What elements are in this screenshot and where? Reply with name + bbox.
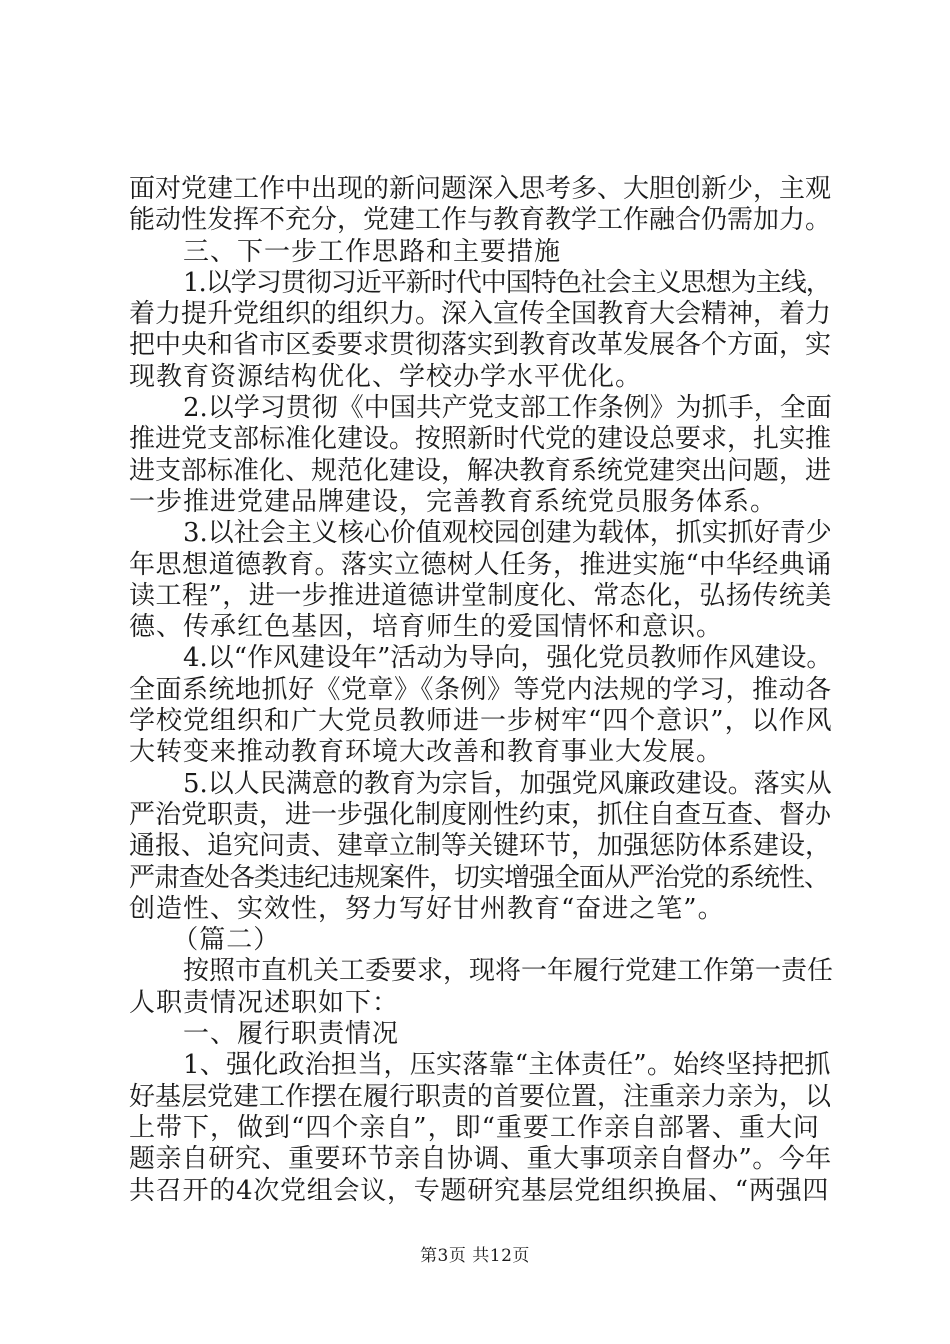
text-line: 一步推进党建品牌建设，完善教育系统党员服务体系。 xyxy=(129,486,778,517)
text-line: 上带下，做到“四个亲自”，即“重要工作亲自部署、重大问 xyxy=(129,1112,820,1143)
text-line: 现教育资源结构优化、学校办学水平优化。 xyxy=(129,361,643,392)
text-line: 德、传承红色基因，培育师生的爱国情怀和意识。 xyxy=(129,612,724,643)
text-line: 进支部标准化、规范化建设，解决教育系统党建突出问题，进 xyxy=(129,455,832,486)
text-line: 共召开的4次党组会议，专题研究基层党组织换届、“两强四 xyxy=(129,1175,830,1206)
text-line: 读工程”，进一步推进道德讲堂制度化、常态化，弘扬传统美 xyxy=(129,580,832,611)
text-line: 年思想道德教育。落实立德树人任务，推进实施“中华经典诵 xyxy=(129,549,832,580)
text-line: 学校党组织和广大党员教师进一步树牢“四个意识”，以作风 xyxy=(129,706,833,737)
page-footer xyxy=(0,1241,950,1266)
text-line: 4.以“作风建设年”活动为导向，强化党员教师作风建设。 xyxy=(183,643,833,674)
text-line: 通报、追究问责、建章立制等关键环节，加强惩防体系建设， xyxy=(129,831,832,862)
text-line: 三、下一步工作思路和主要措施 xyxy=(183,236,562,267)
text-line: 严肃查处各类违纪违规案件，切实增强全面从严治党的系统性、 xyxy=(129,862,830,893)
text-line: 把中央和省市区委要求贯彻落实到教育改革发展各个方面，实 xyxy=(129,330,832,361)
text-line: （篇二） xyxy=(172,925,281,956)
text-line: 按照市直机关工委要求，现将一年履行党建工作第一责任 xyxy=(183,956,834,987)
text-line: 大转变来推动教育环境大改善和教育事业大发展。 xyxy=(129,737,724,768)
text-line: 人职责情况述职如下： xyxy=(129,987,400,1018)
text-line: 好基层党建工作摆在履行职责的首要位置，注重亲力亲为，以 xyxy=(129,1081,832,1112)
text-line: 一、履行职责情况 xyxy=(183,1019,400,1050)
text-line: 1.以学习贯彻习近平新时代中国特色社会主义思想为主线， xyxy=(183,267,831,298)
text-line: 5.以人民满意的教育为宗旨，加强党风廉政建设。落实从 xyxy=(183,768,832,799)
text-line: 题亲自研究、重要环节亲自协调、重大事项亲自督办”。今年 xyxy=(129,1144,832,1175)
text-line: 全面系统地抓好《党章》《条例》等党内法规的学习，推动各 xyxy=(129,674,832,705)
document-body xyxy=(129,174,835,1207)
text-line: 面对党建工作中出现的新问题深入思考多、大胆创新少，主观 xyxy=(129,174,832,204)
text-line: 2.以学习贯彻《中国共产党支部工作条例》为抓手，全面 xyxy=(183,393,832,424)
text-line: 创造性、实效性，努力写好甘州教育“奋进之笔”。 xyxy=(129,893,725,924)
page-number-label: 第3页 共12页 xyxy=(420,1246,530,1266)
text-line: 推进党支部标准化建设。按照新时代党的建设总要求，扎实推 xyxy=(129,424,832,455)
text-line: 能动性发挥不充分，党建工作与教育教学工作融合仍需加力。 xyxy=(129,205,832,236)
text-line: 严治党职责，进一步强化制度刚性约束，抓住自查互查、督办 xyxy=(129,799,832,830)
text-line: 3.以社会主义核心价值观校园创建为载体，抓实抓好青少 xyxy=(183,518,832,549)
text-line: 1、强化政治担当，压实落靠“主体责任”。始终坚持把抓 xyxy=(183,1050,831,1081)
text-line: 着力提升党组织的组织力。深入宣传全国教育大会精神，着力 xyxy=(129,299,832,330)
